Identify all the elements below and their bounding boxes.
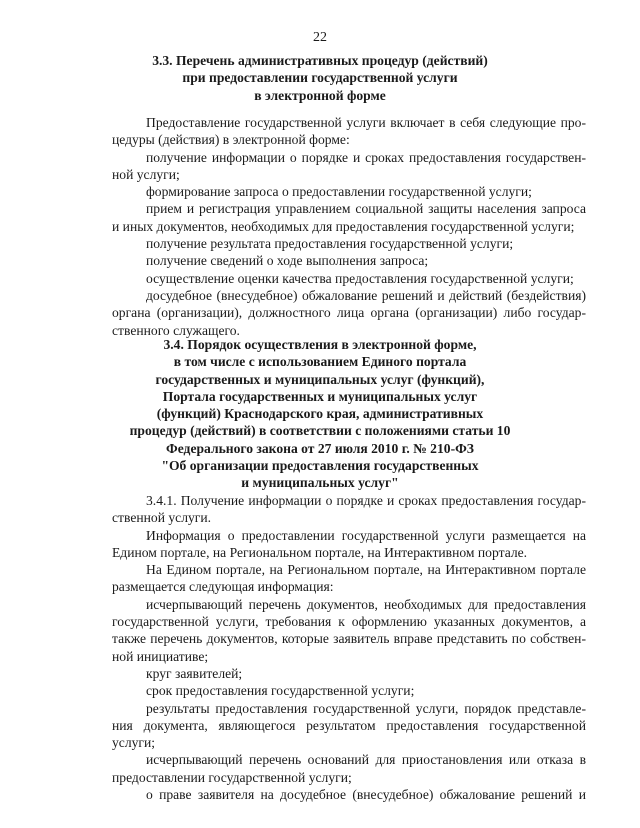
section-3-3-heading <box>110 52 530 104</box>
text-line: исчерпывающий перечень документов, необходимых для предоставления <box>146 596 586 612</box>
text-line: круг заявителей; <box>146 665 243 681</box>
heading-line: 3.3. Перечень административных процедур (действий) <box>152 53 488 68</box>
text-line: ной инициативе; <box>112 648 209 664</box>
text-line: ной услуги; <box>112 166 180 182</box>
text-line: и иных документов, необходимых для предоставления государственной услуги; <box>112 218 575 234</box>
text-line: получение сведений о ходе выполнения запроса; <box>146 253 429 269</box>
text-line: Информация о предоставлении государственной услуги размещается на <box>146 527 586 543</box>
text-line: формирование запроса о предоставлении государственной услуги; <box>146 184 532 200</box>
text-line: 3.4.1. Получение информации о порядке и сроках предоставления государ- <box>146 493 586 508</box>
heading-line: процедур (действий) в соответствии с положениями статьи 10 <box>129 423 511 439</box>
text-line: размещается следующая информация: <box>112 579 334 595</box>
text-line: Едином портале, на Региональном портале, на Интерактивном портале. <box>112 544 528 560</box>
heading-line: и муниципальных услуг" <box>241 475 399 491</box>
heading-line: в электронной форме <box>254 87 386 103</box>
heading-line: государственных и муниципальных услуг (функций), <box>155 371 485 387</box>
text-line: цедуры (действия) в электронной форме: <box>112 132 350 148</box>
section-3-4-heading <box>110 336 530 492</box>
text-line: предоставлении государственной услуги; <box>112 769 352 785</box>
text-line: Предоставление государственной услуги включает в себя следующие про- <box>146 115 586 130</box>
text-line: получение результата предоставления государственной услуги; <box>146 236 514 252</box>
section-3-4-body <box>112 492 586 803</box>
text-line: ственной услуги. <box>112 510 212 526</box>
text-line: результаты предоставления государственной услуги, порядок представле- <box>146 700 586 716</box>
page-number: 22 <box>313 30 327 45</box>
text-line: получение информации о порядке и сроках предоставления государствен- <box>146 149 586 165</box>
text-line: осуществление оценки качества предоставления государственной услуги; <box>146 270 574 286</box>
heading-line: в том числе с использованием Единого портала <box>173 354 467 370</box>
heading-line: Федерального закона от 27 июля 2010 г. № 210-ФЗ <box>166 440 474 456</box>
text-line: услуги; <box>112 735 156 751</box>
text-line: досудебное (внесудебное) обжалование решений и действий (бездействия) <box>146 287 586 303</box>
text-line: государственной услуги, требования к оформлению указанных документов, а <box>112 614 586 630</box>
text-line: о праве заявителя на досудебное (внесудебное) обжалование решений и <box>146 787 586 803</box>
text-line: прием и регистрация управлением социальной защиты населения запроса <box>146 201 586 217</box>
text-line: срок предоставления государственной услуги; <box>146 683 415 699</box>
text-line: ния документа, являющегося результатом предоставления государственной <box>112 717 586 733</box>
section-3-3-body <box>112 114 586 339</box>
heading-line: при предоставлении государственной услуги <box>182 70 458 86</box>
heading-line: "Об организации предоставления государственных <box>161 458 479 474</box>
text-line: также перечень документов, которые заявитель вправе представить по собствен- <box>112 631 586 647</box>
text-line: исчерпывающий перечень оснований для приостановления или отказа в <box>146 752 586 768</box>
heading-line: Портала государственных и муниципальных услуг <box>162 388 478 404</box>
text-line: органа (организации), должностного лица органа (организации) либо государ- <box>112 305 586 321</box>
heading-line: 3.4. Порядок осуществления в электронной форме, <box>163 337 477 352</box>
text-line: На Едином портале, на Региональном портале, на Интерактивном портале <box>146 562 586 578</box>
text-line: ственного служащего. <box>112 322 240 338</box>
heading-line: (функций) Краснодарского края, административных <box>156 406 484 422</box>
